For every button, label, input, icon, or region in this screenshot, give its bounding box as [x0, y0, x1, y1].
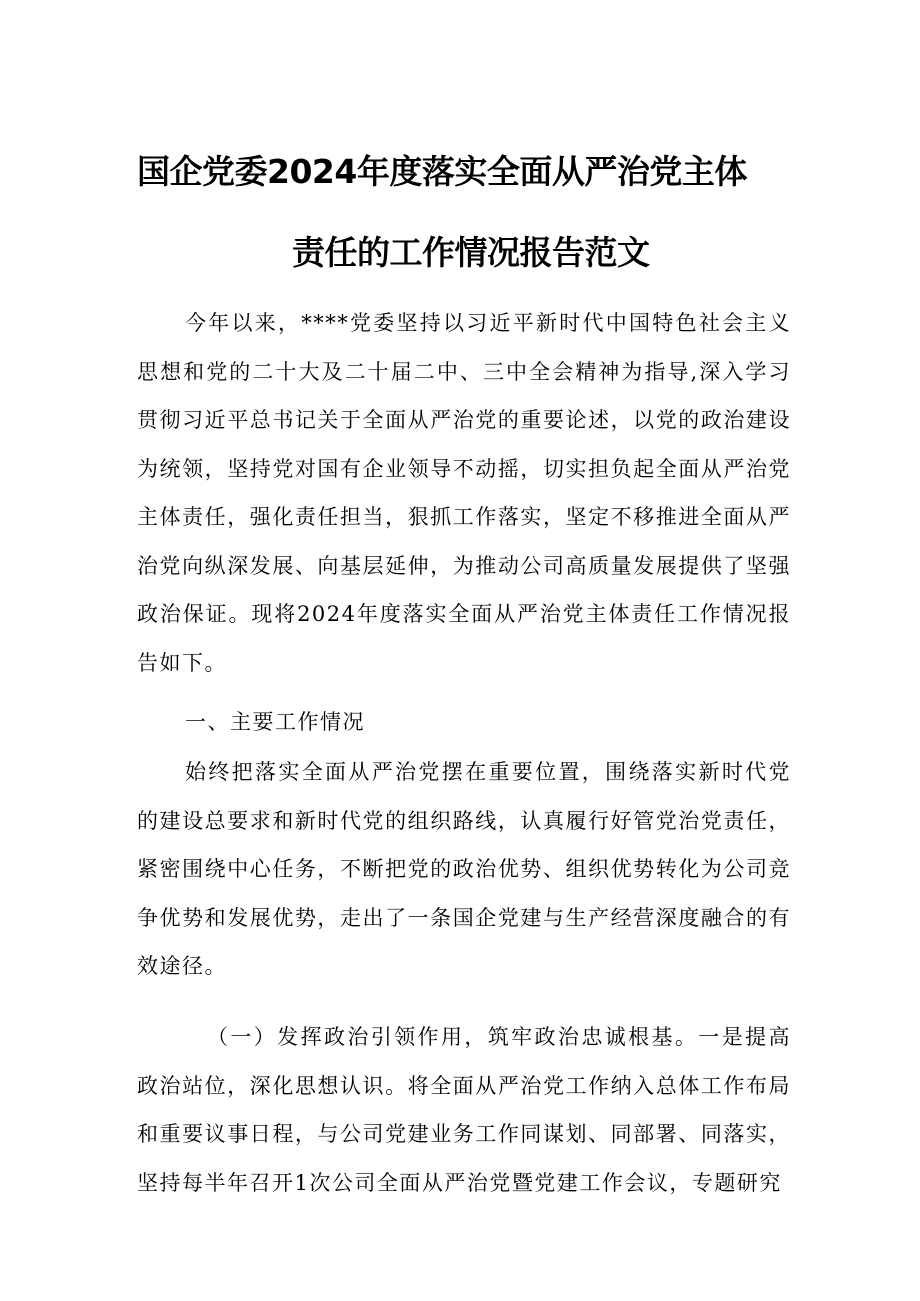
- subsection-paragraph-1: （一）发挥政治引领作用，筑牢政治忠诚根基。一是提高政治站位，深化思想认识。将全面从严治党工作纳入总体工作布局和重要议事日程，与公司党建业务工作同谋划、同部署、同落实，坚持每半年召开1次公司全面从严治党暨党建工作会议，专题研究: [137, 1025, 791, 1195]
- section-intro-paragraph: 始终把落实全面从严治党摆在重要位置，围绕落实新时代党的建设总要求和新时代党的组织路线，认真履行好管党治党责任，紧密围绕中心任务，不断把党的政治优势、组织优势转化为公司竞争优势和发展优势，走出了一条国企党建与生产经营深度融合的有效途径。: [137, 760, 791, 978]
- document-title-line-2: 责任的工作情况报告范文: [292, 233, 650, 272]
- intro-paragraph: 今年以来，****党委坚持以习近平新时代中国特色社会主义思想和党的二十大及二十届二中、三中全会精神为指导,深入学习贯彻习近平总书记关于全面从严治党的重要论述，以党的政治建设为统领，坚持党对国有企业领导不动摇，切实担负起全面从严治党主体责任，强化责任担当，狠抓工作落实，坚定不移推进全面从严治党向纵深发展、向基层延伸，为推动公司高质量发展提供了坚强政治保证。现将2024年度落实全面从严治党主体责任工作情况报告如下。: [137, 311, 791, 675]
- section-heading-main-work: 一、主要工作情况: [185, 710, 365, 734]
- document-title-line-1: 国企党委2024年度落实全面从严治党主体: [137, 152, 747, 191]
